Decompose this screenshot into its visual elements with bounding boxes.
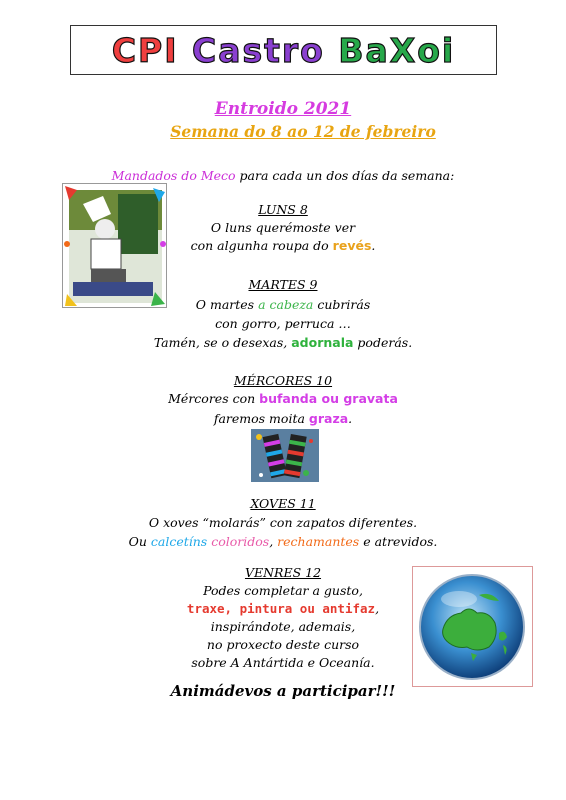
luns-heading: LUNS 8 <box>258 202 308 217</box>
xoves-line-1: O xoves “molarás” con zapatos diferentes. <box>148 515 418 530</box>
xoves-highlight-2: coloridos <box>211 534 270 549</box>
luns-highlight: revés <box>332 238 372 253</box>
school-logo-banner <box>70 25 497 75</box>
xoves-line-2-a: Ou <box>128 534 151 549</box>
venres-heading: VENRES 12 <box>244 565 322 580</box>
venres-line-4: no proxecto deste curso <box>206 637 360 652</box>
xoves-heading: XOVES 11 <box>250 496 316 511</box>
luns-line-1: O luns querémoste ver <box>210 220 356 235</box>
mercores-line-1-pre: Mércores con <box>168 391 260 406</box>
venres-highlight: traxe, pintura ou antifaz <box>186 601 376 616</box>
luns-line-2-end: . <box>371 238 376 253</box>
logo-part-1: CPI <box>111 30 192 70</box>
xoves-line-2-g: e atrevidos. <box>359 534 438 549</box>
logo-part-3: BaXoi <box>338 30 456 70</box>
socks-photo <box>251 429 319 482</box>
venres-line-2 <box>0 601 566 617</box>
martes-line-2: con gorro, perruca … <box>215 316 351 331</box>
logo-part-2: Castro <box>191 30 339 70</box>
venres-line-2-post: , <box>375 601 380 616</box>
martes-line-3-pre: Tamén, se o desexas, <box>153 335 292 350</box>
martes-line-1-pre: O martes <box>195 297 259 312</box>
martes-line-3 <box>0 335 566 351</box>
mercores-highlight-1: bufanda ou gravata <box>259 391 398 406</box>
page-subtitle: Semana do 8 ao 12 de febreiro <box>170 122 436 141</box>
martes-line-3-post: poderás. <box>353 335 413 350</box>
luns-line-2-text: con algunha roupa do <box>190 238 333 253</box>
xoves-line-2-e: , <box>269 534 278 549</box>
school-logo-text <box>112 31 455 70</box>
mercores-line-2-pre: faremos moita <box>213 411 309 426</box>
martes-line-1 <box>0 297 566 313</box>
xoves-highlight-1: calcetíns <box>150 534 208 549</box>
intro-highlight: Mandados do Meco <box>111 168 236 183</box>
page-title: Entroido 2021 <box>214 99 352 119</box>
martes-line-1-post: cubrirás <box>313 297 371 312</box>
venres-line-5: sobre A Antártida e Oceanía. <box>191 655 375 670</box>
xoves-line-2 <box>0 534 566 550</box>
mercores-line-1 <box>0 391 566 407</box>
mercores-line-2 <box>0 411 566 427</box>
xoves-highlight-3: rechamantes <box>277 534 360 549</box>
luns-line-2 <box>0 238 566 254</box>
mercores-heading: MÉRCORES 10 <box>233 373 333 388</box>
mercores-highlight-2: graza <box>308 411 349 426</box>
intro-rest: para cada un dos días da semana: <box>235 168 455 183</box>
martes-highlight-1: a cabeza <box>258 297 314 312</box>
mercores-line-2-post: . <box>348 411 353 426</box>
closing-line: Animádevos a participar!!! <box>170 682 396 700</box>
martes-heading: MARTES 9 <box>248 277 318 292</box>
venres-line-3: inspirándote, ademais, <box>210 619 356 634</box>
venres-line-1: Podes completar a gusto, <box>203 583 363 598</box>
intro-line <box>0 168 566 184</box>
martes-highlight-2: adornala <box>291 335 354 350</box>
